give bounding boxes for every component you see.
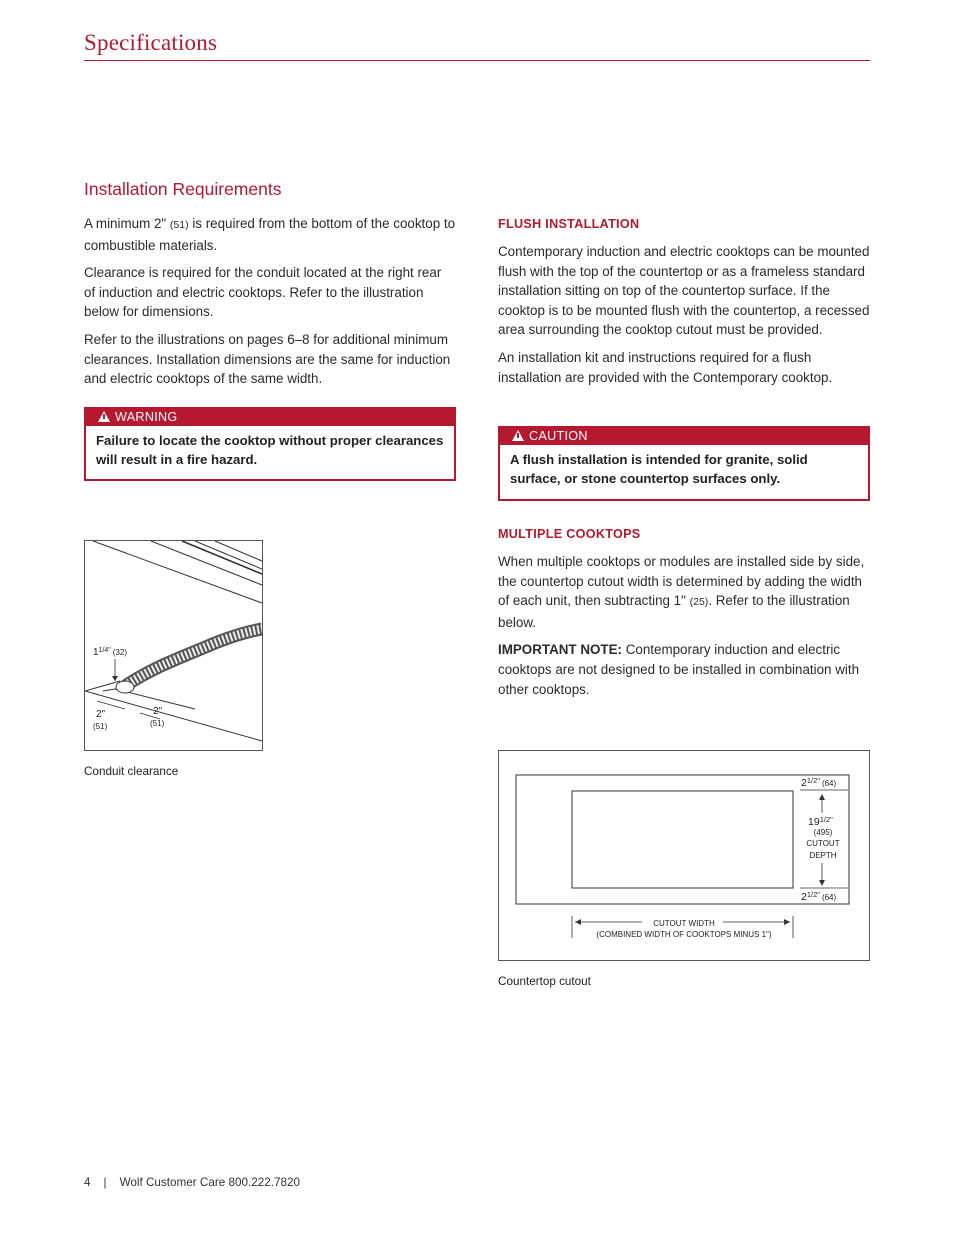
conduit-illustration	[85, 541, 262, 750]
cutout-caption: Countertop cutout	[498, 975, 591, 988]
dim-depth: $19^{1/2"}$	[808, 815, 833, 828]
dim-2-right: 2"	[153, 706, 163, 717]
caution-label: CAUTION	[529, 429, 588, 443]
footer-customer-care: Wolf Customer Care 800.222.7820	[119, 1176, 300, 1189]
page-number: 4	[84, 1176, 91, 1189]
conduit-clearance-figure	[84, 540, 263, 751]
warning-box	[84, 407, 456, 481]
caution-icon	[512, 430, 524, 441]
flush-paragraph-1: Contemporary induction and electric cooktops can be mounted flush with the top of the countertop or as a frameless standard installation sitting on top of the countertop surface. If the cooktop is to be mounted flush with the countertop, a recessed area surrounding the cooktop cutout must be provided.	[498, 244, 870, 338]
dim-bottom: $2^{1/2"}$ $_{(64)}$	[801, 890, 837, 903]
multiple-text	[498, 552, 874, 707]
multi-text-a: When multiple cooktops or modules are installed side by side, the countertop cutout width is determined by adding the width of each unit, then subtracting 1"	[498, 554, 865, 609]
conduit-caption: Conduit clearance	[84, 765, 179, 778]
footer	[84, 1176, 300, 1189]
dim-depth-label-1: CUTOUT	[806, 839, 840, 848]
paragraph-min-clearance	[84, 214, 456, 255]
p1-metric: (51)	[169, 219, 189, 231]
important-note	[498, 640, 874, 699]
paragraph-conduit: Clearance is required for the conduit located at the right rear of induction and electric cooktops. Refer to the illustration below for dimensions.	[84, 265, 442, 320]
paragraph-illustrations: Refer to the illustrations on pages 6–8 for additional minimum clearances. Installation dimensions are the same for induction and electric cooktops of the same width.	[84, 331, 451, 387]
dim-2-left-metric: (51)	[93, 722, 108, 731]
caution-box	[498, 426, 870, 501]
countertop-cutout-figure	[498, 750, 870, 961]
flush-text	[498, 242, 872, 395]
flush-paragraph-2: An installation kit and instructions required for a flush installation are provided with the Contemporary cooktop.	[498, 349, 833, 385]
warning-label: WARNING	[115, 410, 178, 424]
p1-text-a: A minimum 2"	[84, 216, 167, 231]
cutout-width-label: CUTOUT WIDTH	[653, 919, 715, 928]
multiple-paragraph	[498, 552, 874, 632]
cutout-width-sub: (COMBINED WIDTH OF COOKTOPS MINUS 1")	[596, 930, 772, 939]
caution-text: A flush installation is intended for granite, solid surface, or stone countertop surfaces only.	[510, 452, 808, 486]
dim-depth-metric: (495)	[813, 828, 833, 837]
cutout-illustration	[499, 751, 869, 960]
multi-metric: (25)	[689, 596, 709, 609]
p1-text-b: is required from the bottom of the cooktop to combustible materials.	[84, 216, 456, 253]
note-text: Contemporary induction and electric cooktops are not designed to be installed in combination with other cooktops.	[498, 642, 860, 697]
dim-1-1-4: $1^{1/4"}$ $_{(32)}$	[93, 647, 128, 658]
dim-top: $2^{1/2"}$ $_{(64)}$	[801, 776, 837, 789]
title-divider	[84, 60, 870, 61]
caution-header	[500, 428, 868, 445]
flush-heading: FLUSH INSTALLATION	[498, 217, 640, 231]
dim-2-right-metric: (51)	[150, 719, 165, 728]
page-title: Specifications	[84, 30, 218, 55]
dim-2-left: 2"	[96, 709, 106, 720]
left-column	[84, 214, 456, 397]
multiple-heading: MULTIPLE COOKTOPS	[498, 527, 641, 541]
warning-header	[86, 409, 454, 426]
multi-text-b: . Refer to the illustration below.	[498, 593, 850, 630]
note-label: IMPORTANT NOTE:	[498, 642, 622, 658]
section-title: Installation Requirements	[84, 179, 282, 199]
dim-depth-label-2: DEPTH	[809, 851, 837, 860]
footer-separator: |	[103, 1176, 107, 1189]
warning-icon	[98, 411, 110, 422]
warning-text: Failure to locate the cooktop without proper clearances will result in a fire hazard.	[96, 433, 444, 467]
